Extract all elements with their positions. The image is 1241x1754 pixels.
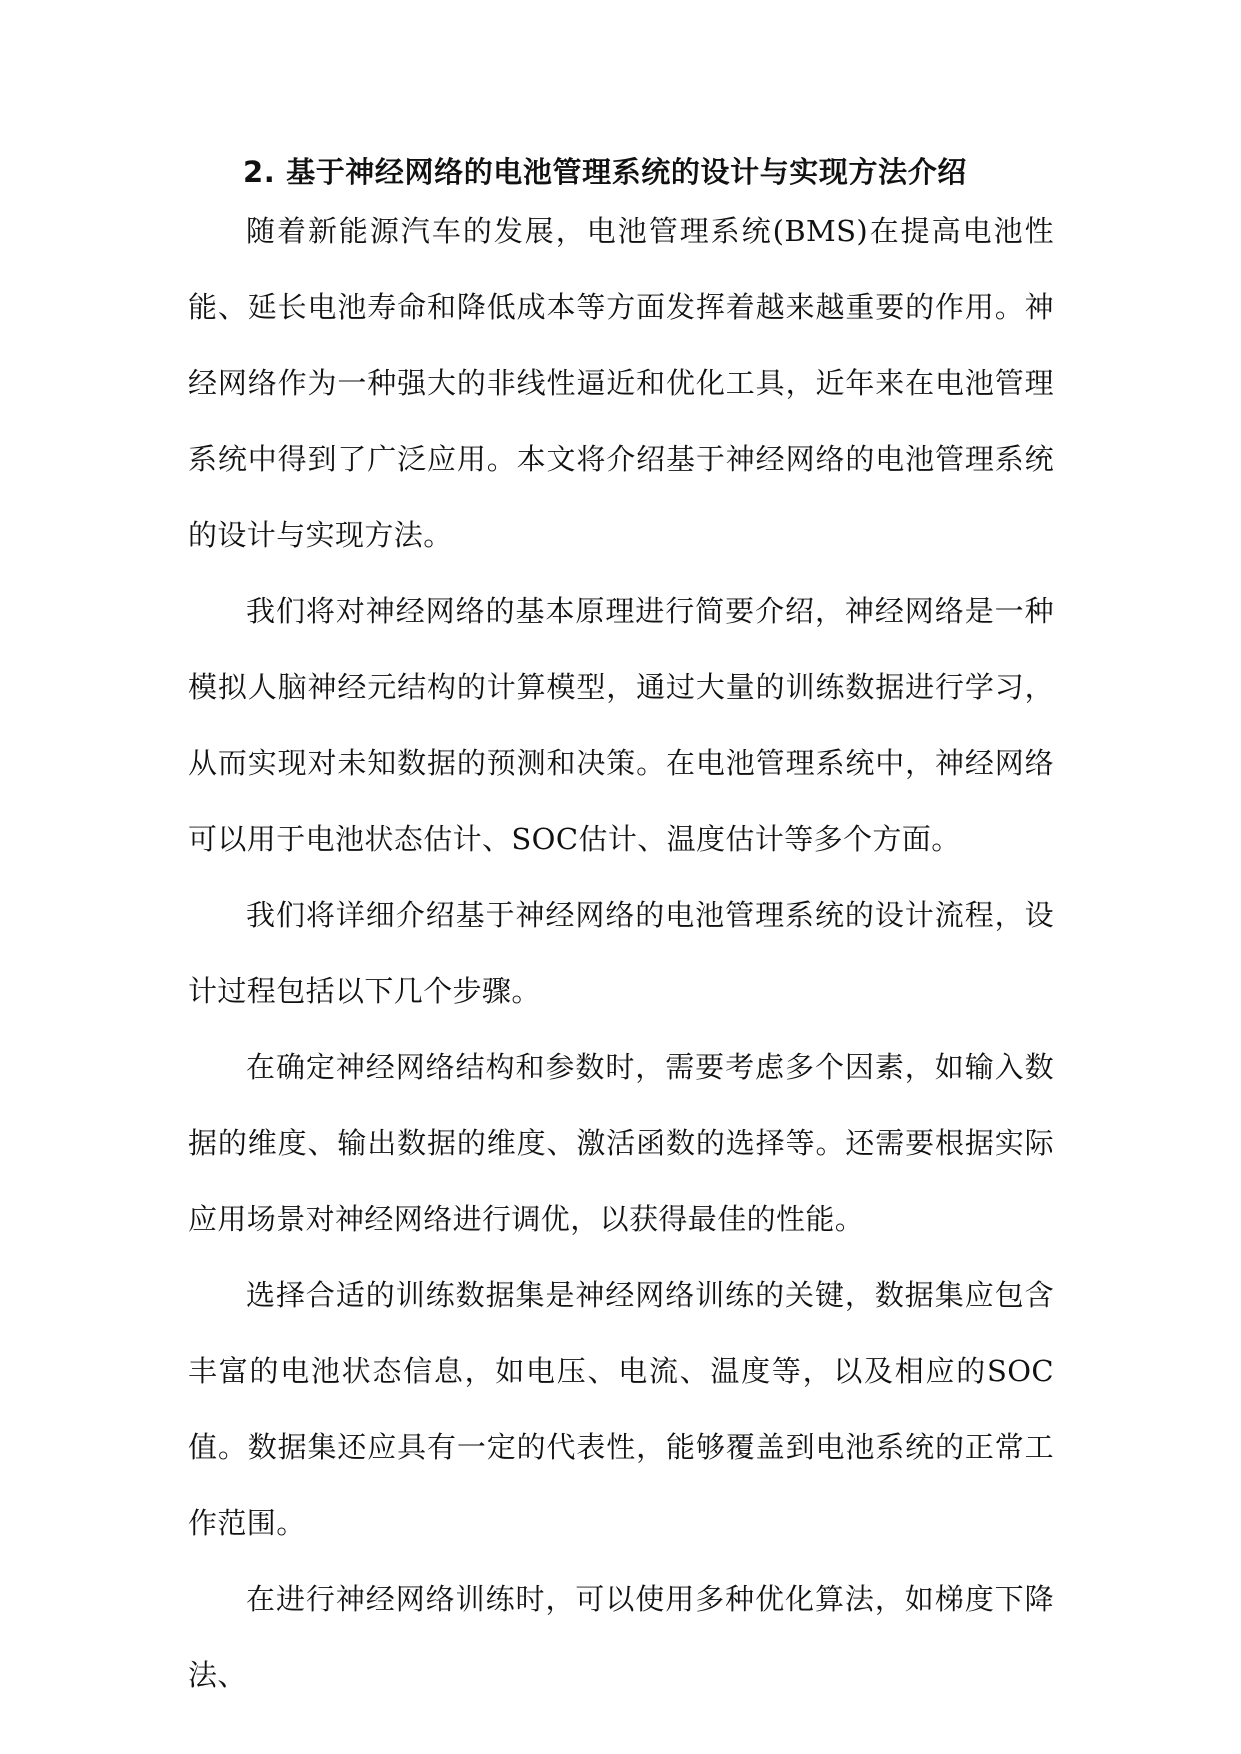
section-heading: 2. 基于神经网络的电池管理系统的设计与实现方法介绍 xyxy=(243,155,967,189)
body-text xyxy=(188,193,1054,1713)
paragraph-design-flow: 我们将详细介绍基于神经网络的电池管理系统的设计流程，设计过程包括以下几个步骤。 xyxy=(188,898,1054,1008)
paragraph-structure-params: 在确定神经网络结构和参数时，需要考虑多个因素，如输入数据的维度、输出数据的维度、激活函数的选择等。还需要根据实际应用场景对神经网络进行调优，以获得最佳的性能。 xyxy=(188,1050,1054,1236)
paragraph-optimization: 在进行神经网络训练时，可以使用多种优化算法，如梯度下降法、 xyxy=(188,1582,1054,1692)
paragraph-intro: 随着新能源汽车的发展，电池管理系统(BMS)在提高电池性能、延长电池寿命和降低成本等方面发挥着越来越重要的作用。神经网络作为一种强大的非线性逼近和优化工具，近年来在电池管理系统中得到了广泛应用。本文将介绍基于神经网络的电池管理系统的设计与实现方法。 xyxy=(188,214,1054,552)
paragraph-training-data: 选择合适的训练数据集是神经网络训练的关键，数据集应包含丰富的电池状态信息，如电压、电流、温度等，以及相应的SOC值。数据集还应具有一定的代表性，能够覆盖到电池系统的正常工作范围。 xyxy=(188,1278,1054,1540)
paragraph-principles: 我们将对神经网络的基本原理进行简要介绍，神经网络是一种模拟人脑神经元结构的计算模型，通过大量的训练数据进行学习，从而实现对未知数据的预测和决策。在电池管理系统中，神经网络可以用于电池状态估计、SOC估计、温度估计等多个方面。 xyxy=(188,594,1054,856)
